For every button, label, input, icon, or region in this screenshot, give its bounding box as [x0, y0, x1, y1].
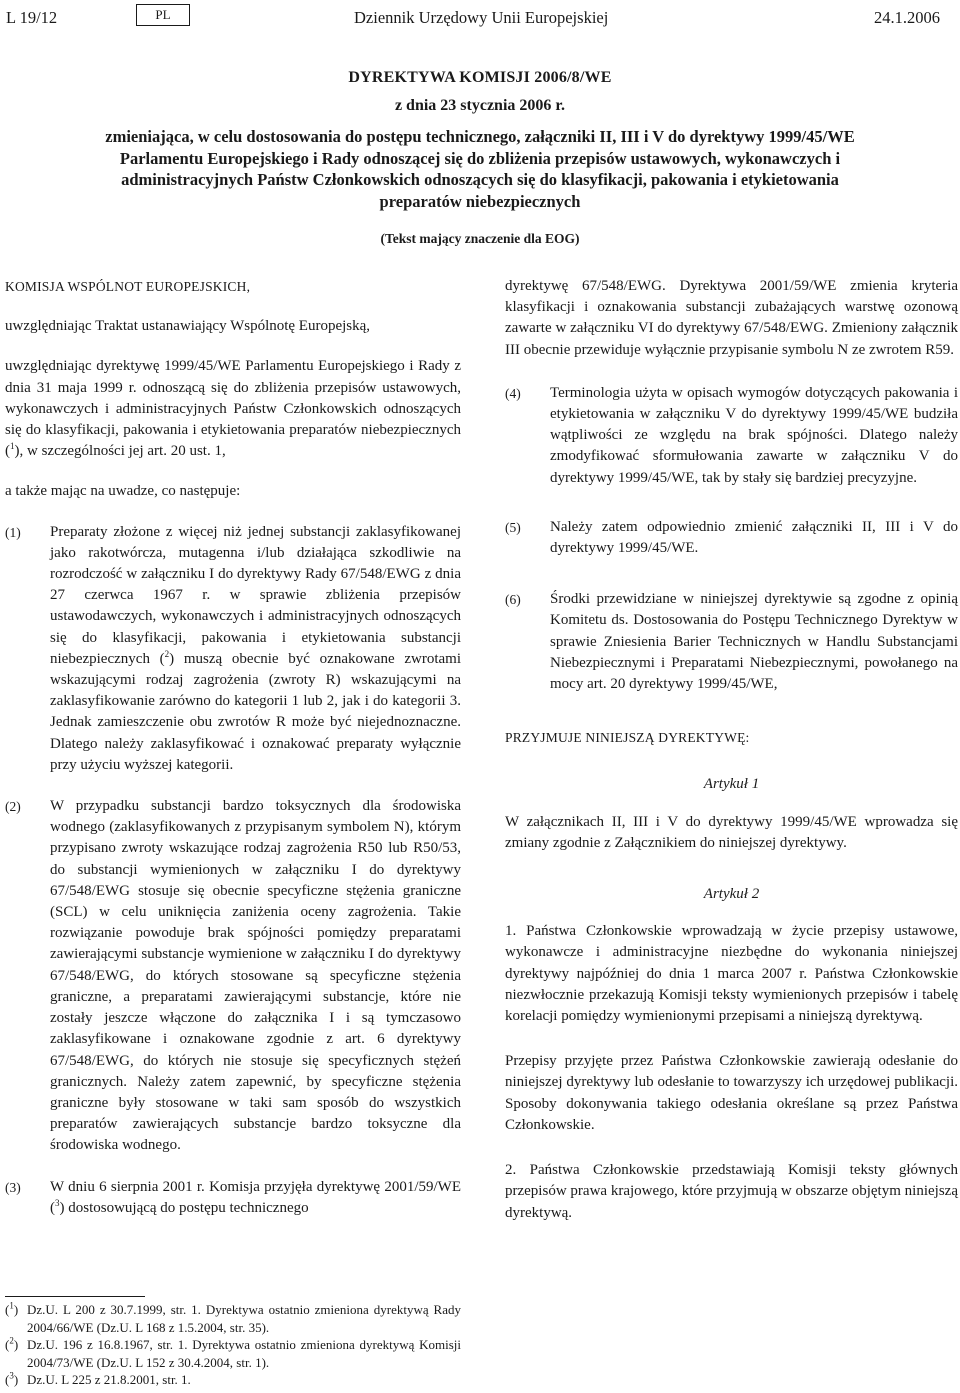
journal-title: Dziennik Urzędowy Unii Europejskiej — [354, 8, 609, 27]
recital-3-text-end: ) dostosowującą do postępu technicznego — [59, 1199, 309, 1216]
article-2-paragraph-1: 1. Państwa Członkowskie wprowadzają w życie przepisy ustawowe, wykonawcze i administracyjne niezbędne do wykonania niniejszej dyrektywy najpóźniej do dnia 1 marca 2007 r. Państwa Członkowskie niezwłocznie przekazują Komisji teksty wymienionych przepisów i tabelę korelacji pomiędzy wymienionymi przepisami a niniejszą dyrektywą. — [505, 923, 958, 1025]
recital-number: (6) — [505, 592, 521, 608]
document-title: DYREKTYWA KOMISJI 2006/8/WE — [348, 69, 612, 86]
recital-number: (5) — [505, 519, 521, 535]
footnote-ref-2[interactable]: 2 — [164, 648, 170, 659]
citation-directive-text: uwzględniając dyrektywę 1999/45/WE Parlamentu Europejskiego i Rady z dnia 31 maja 1999 r. odnoszącą się do zbliżenia przepisów ustawowych, wykonawczych i administracyjnych Państw Członkowskich odnoszących się do klasyfikacji, pakowania i etykietowania preparatów niebezpiecznych ( — [5, 358, 461, 460]
recital-text: Środki przewidziane w niniejszej dyrektywie są zgodne z opinią Komitetu ds. Dostosowania do Postępu Technicznego Dyrektyw w sprawie Zniesienia Barier Technicznych w Handlu Substancjami Niebezpiecznymi i Preparatami Niebezpiecznymi, powołanego na mocy art. 20 dyrektywy 1999/45/WE, — [550, 591, 958, 693]
right-column — [505, 276, 958, 1243]
footnote-text: Dz.U. L 225 z 21.8.2001, str. 1. — [27, 1372, 191, 1387]
adoption-formula: PRZYJMUJE NINIEJSZĄ DYREKTYWĘ: — [505, 730, 750, 746]
recital-number: (2) — [5, 799, 21, 815]
recital-number: (1) — [5, 524, 21, 540]
footnote-divider — [5, 1296, 145, 1297]
recital-2 — [5, 796, 461, 1156]
footnote-ref-3[interactable]: 3 — [55, 1197, 60, 1208]
whereas-intro: a także mając na uwadze, co następuje: — [5, 483, 241, 500]
page-header — [6, 4, 950, 30]
recital-3 — [5, 1177, 461, 1219]
recital-text: Należy zatem odpowiednio zmienić załączniki II, III i V do dyrektywy 1999/45/WE. — [550, 518, 958, 557]
recital-number: (3) — [5, 1179, 21, 1195]
recital-text — [50, 1177, 461, 1219]
footnote — [5, 1336, 461, 1371]
recital-text — [50, 522, 461, 776]
article-1-text: W załącznikach II, III i V do dyrektywy 1999/45/WE wprowadza się zmiany zgodnie z Załącznikiem do niniejszej dyrektywy. — [505, 813, 958, 851]
footnote-mark: ($^3$) — [5, 1370, 19, 1387]
recital-5 — [505, 517, 958, 559]
footnote — [5, 1371, 461, 1389]
article-1-heading: Artykuł 1 — [703, 776, 760, 793]
document-date: z dnia 23 stycznia 2006 r. — [394, 97, 566, 114]
recital-3-text: W dniu 6 sierpnia 2001 r. Komisja przyjęła dyrektywę 2001/59/WE ( — [50, 1178, 461, 1216]
citation-directive-text-end: ), w szczególności jej art. 20 ust. 1, — [14, 443, 226, 460]
page-reference: L 19/12 — [6, 8, 58, 27]
footnotes — [5, 1301, 461, 1389]
footnote-text: Dz.U. L 200 z 30.7.1999, str. 1. Dyrektywa ostatnio zmieniona dyrektywą Rady 2004/66/WE (Dz.U. L 168 z 1.5.2004, str. 35). — [27, 1302, 461, 1335]
title-block — [80, 68, 880, 248]
left-column — [5, 276, 461, 1239]
eea-relevance-note: (Tekst mający znaczenie dla EOG) — [380, 231, 580, 246]
article-2-heading: Artykuł 2 — [703, 886, 760, 903]
recital-number: (4) — [505, 385, 521, 401]
journal-date: 24.1.2006 — [874, 8, 940, 27]
footnote-mark: ($^2$) — [5, 1335, 19, 1352]
recital-4 — [505, 383, 958, 489]
recital-text: Terminologia użyta w opisach wymogów dotyczących pakowania i etykietowania w załączniku V do dyrektywy 1999/45/WE budziła wątpliwości ze względu na brak spójności. Dlatego należy zmodyfikować sformułowania zawarte w załączniku V do dyrektywy 1999/45/WE, tak by stały się bardziej precyzyjne. — [550, 384, 958, 486]
recital-1 — [5, 522, 461, 776]
footnote-ref-1[interactable]: 1 — [10, 441, 15, 452]
commission-heading: KOMISJA WSPÓLNOT EUROPEJSKICH, — [5, 279, 251, 294]
article-2-paragraph-2: 2. Państwa Członkowskie przedstawiają Komisji teksty głównych przepisów prawa krajowego, które przyjmują w obszarze objętym niniejszą dyrektywą. — [505, 1162, 958, 1221]
footnote — [5, 1301, 461, 1336]
citation-treaty: uwzględniając Traktat ustanawiający Wspólnotę Europejską, — [5, 318, 371, 335]
citation-directive — [5, 356, 461, 462]
footnote-mark: ($^1$) — [5, 1300, 19, 1317]
recital-3-continuation: dyrektywę 67/548/EWG. Dyrektywa 2001/59/WE zmienia kryteria klasyfikacji i oznakowania substancji zubażających warstwę ozonową zawarte w załączniku VI do dyrektywy 67/548/EWG. Zmieniony załącznik III obecnie przewiduje wyłącznie przypisanie symbolu N ze zwrotem R59. — [505, 278, 958, 358]
recital-1-text: Preparaty złożone z więcej niż jednej substancji zaklasyfikowanej jako rakotwórcza, mutagenna i/lub działająca szkodliwie na rozrodczość w załączniku I do dyrektywy Rady 67/548/EWG z dnia 27 czerwca 1967 r. w sprawie zbliżenia przepisów ustawodawczych, wykonawczych i administracyjnych odnoszących się do klasyfikacji, pakowania i etykietowania substancji niebezpiecznych ( — [50, 523, 461, 667]
footnote-text: Dz.U. 196 z 16.8.1967, str. 1. Dyrektywa ostatnio zmieniona dyrektywą Komisji 2004/73/WE (Dz.U. L 152 z 30.4.2004, str. 1). — [27, 1337, 461, 1370]
recital-6 — [505, 589, 958, 695]
document-subtitle: zmieniająca, w celu dostosowania do postępu technicznego, załączniki II, III i V do dyrektywy 1999/45/WE Parlamentu Europejskiego i Rady odnoszącej się do zbliżenia przepisów ustawowych, wykonawczych i administracyjnych Państw Członkowskich odnoszących się do klasyfikacji, pakowania i etykietowania preparatów niebezpiecznych — [105, 127, 855, 211]
recital-1-text-end: ) muszą obecnie być oznakowane zwrotami wskazującymi rodzaj zagrożenia (zwroty R) wskazującymi na zaklasyfikowanie zarówno do kategorii 1 lub 2, jak i do kategorii 3. Jednak zamieszczenie obu zwrotów R może być niejednoznaczne. Dlatego należy zaklasyfikować i oznakować preparaty wyłącznie przy użyciu wyższej kategorii. — [50, 650, 461, 773]
language-badge: PL — [136, 4, 190, 26]
article-2-paragraph-1-subparagraph: Przepisy przyjęte przez Państwa Członkowskie zawierają odesłanie do niniejszej dyrektywy lub odesłanie to towarzyszy ich urzędowej publikacji. Sposoby dokonywania takiego odesłania określane są przez Państwa Członkowskie. — [505, 1053, 958, 1133]
recital-text: W przypadku substancji bardzo toksycznych dla środowiska wodnego (zaklasyfikowanych z przypisanym symbolem N), którym przypisano zwroty wskazujące rodzaj zagrożenia R50 lub R50/53, do substancji wymienionych w załączniku I do dyrektywy 67/548/EWG stosuje się obecnie specyficzne stężenia graniczne (SCL) w celu uniknięcia zaniżenia oceny zagrożenia. Takie rozwiązanie powoduje brak spójności pomiędzy preparatami zawierającymi substancje wymienione w załączniku I do dyrektywy 67/548/EWG, do których stosowane są specyficzne stężenia graniczne, a preparatami zawierającymi substancje, które nie zostały jeszcze włączone do załącznika I i są tymczasowo zaklasyfikowane i oznakowane zgodnie z art. 6 dyrektywy 67/548/EWG, do których nie stosuje się specyficznych stężeń granicznych. Należy zatem zapewnić, by specyficzne stężenia graniczne były stosowane w taki sam sposób do wszystkich preparatów zawierających substancje bardzo toksyczne dla środowiska wodnego. — [50, 798, 461, 1154]
